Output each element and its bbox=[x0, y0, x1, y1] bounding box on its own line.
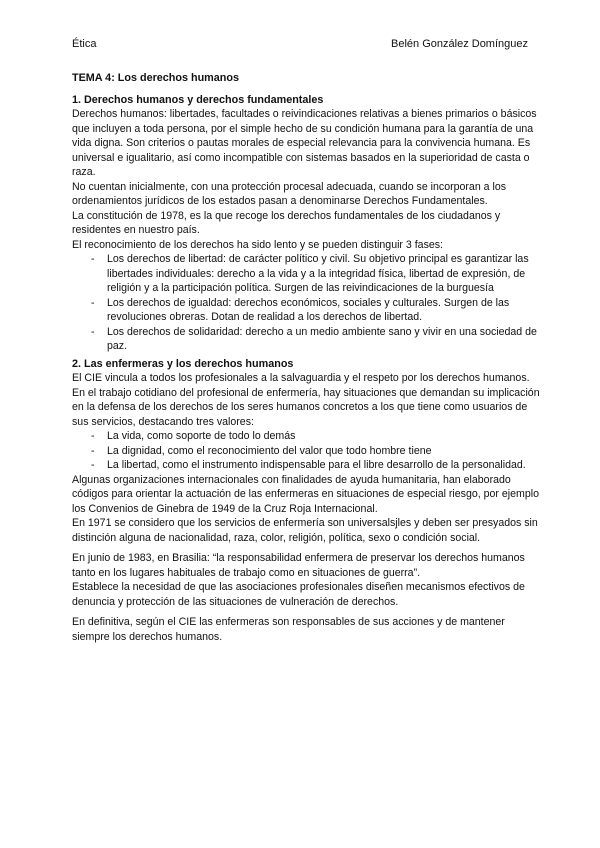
section-2-title: 2. Las enfermeras y los derechos humanos bbox=[72, 357, 294, 370]
page-header bbox=[72, 37, 528, 52]
list-item: - Los derechos de igualdad: derechos económicos, sociales y culturales. Surgen de las revoluciones obreras. Dotan de realidad a los derechos de libertad. bbox=[72, 296, 540, 325]
section-2-paragraph: Establece la necesidad de que las asociaciones profesionales diseñen mecanismos efectivos de denuncia y protección de las situaciones de vulneración de derechos. bbox=[72, 581, 525, 608]
section-2-paragraph: En junio de 1983, en Brasilia: “la responsabilidad enfermera de preservar los derechos humanos tanto en los lugares habituales de trabajo como en situaciones de guerra”. bbox=[72, 552, 525, 579]
topic-title: TEMA 4: Los derechos humanos bbox=[72, 72, 239, 84]
document-body bbox=[72, 71, 540, 644]
section-2-paragraph: El CIE vincula a todos los profesionales a la salvaguardia y el respeto por los derechos humanos. bbox=[72, 372, 530, 384]
list-item: - Los derechos de libertad: de carácter político y civil. Su objetivo principal es garantizar las libertades individuales: derecho a la vida y a la integridad física, libertad de expresión, de religión y a la participación política. Surgen de las reivindicaciones de la burguesía bbox=[72, 252, 540, 296]
section-2-paragraph: En 1971 se considero que los servicios de enfermería son universalsjles y deben ser presyados sin distinción alguna de nacionalidad, raza, color, religión, política, sexo o condición social. bbox=[72, 517, 538, 544]
section-1-paragraph: La constitución de 1978, es la que recoge los derechos fundamentales de los ciudadanos y residentes en nuestro país. bbox=[72, 209, 501, 236]
conclusion-paragraph: En definitiva, según el CIE las enfermeras son responsables de sus acciones y de mantener siempre los derechos humanos. bbox=[72, 616, 505, 643]
list-item: - La libertad, como el instrumento indispensable para el libre desarrollo de la personalidad. bbox=[72, 458, 540, 473]
section-2-paragraph: Algunas organizaciones internacionales con finalidades de ayuda humanitaria, han elaborado códigos para orientar la actuación de las enfermeras en situaciones de especial riesgo, por ejemplo los Convenios de Ginebra de 1949 de la Cruz Roja Internacional. bbox=[72, 473, 539, 515]
list-item: - La vida, como soporte de todo lo demás bbox=[72, 429, 540, 444]
section-1-paragraph: El reconocimiento de los derechos ha sido lento y se pueden distinguir 3 fases: bbox=[72, 238, 444, 251]
header-author: Belén González Domínguez bbox=[391, 38, 528, 50]
section-2-list bbox=[72, 429, 540, 473]
section-2-paragraph: En el trabajo cotidiano del profesional de enfermería, hay situaciones que demandan su implicación en la defensa de los derechos de los seres humanos concretos a los que tiene como usuarios de sus servicios, destacando tres valores: bbox=[72, 386, 540, 428]
list-item: - La dignidad, como el reconocimiento del valor que todo hombre tiene bbox=[72, 444, 540, 459]
list-item: - Los derechos de solidaridad: derecho a un medio ambiente sano y vivir en una sociedad de paz. bbox=[72, 325, 540, 354]
section-1-title: 1. Derechos humanos y derechos fundamentales bbox=[72, 93, 324, 106]
section-1-paragraph: No cuentan inicialmente, con una protección procesal adecuada, cuando se incorporan a los ordenamientos jurídicos de los estados pasan a denominarse Derechos Fundamentales. bbox=[72, 180, 507, 207]
section-1-list bbox=[72, 252, 540, 354]
section-1-paragraph: Derechos humanos: libertades, facultades o reivindicaciones relativas a bienes primarios o básicos que incluyen a toda persona, por el simple hecho de su condición humana para la garantía de una vida digna. Son criterios o pautas morales de especial relevancia para la convivencia humana. Es universal e igualitario, así como incompatible con sistemas basados en la superioridad de casta o raza. bbox=[72, 108, 537, 178]
header-subject: Ética bbox=[72, 38, 97, 50]
